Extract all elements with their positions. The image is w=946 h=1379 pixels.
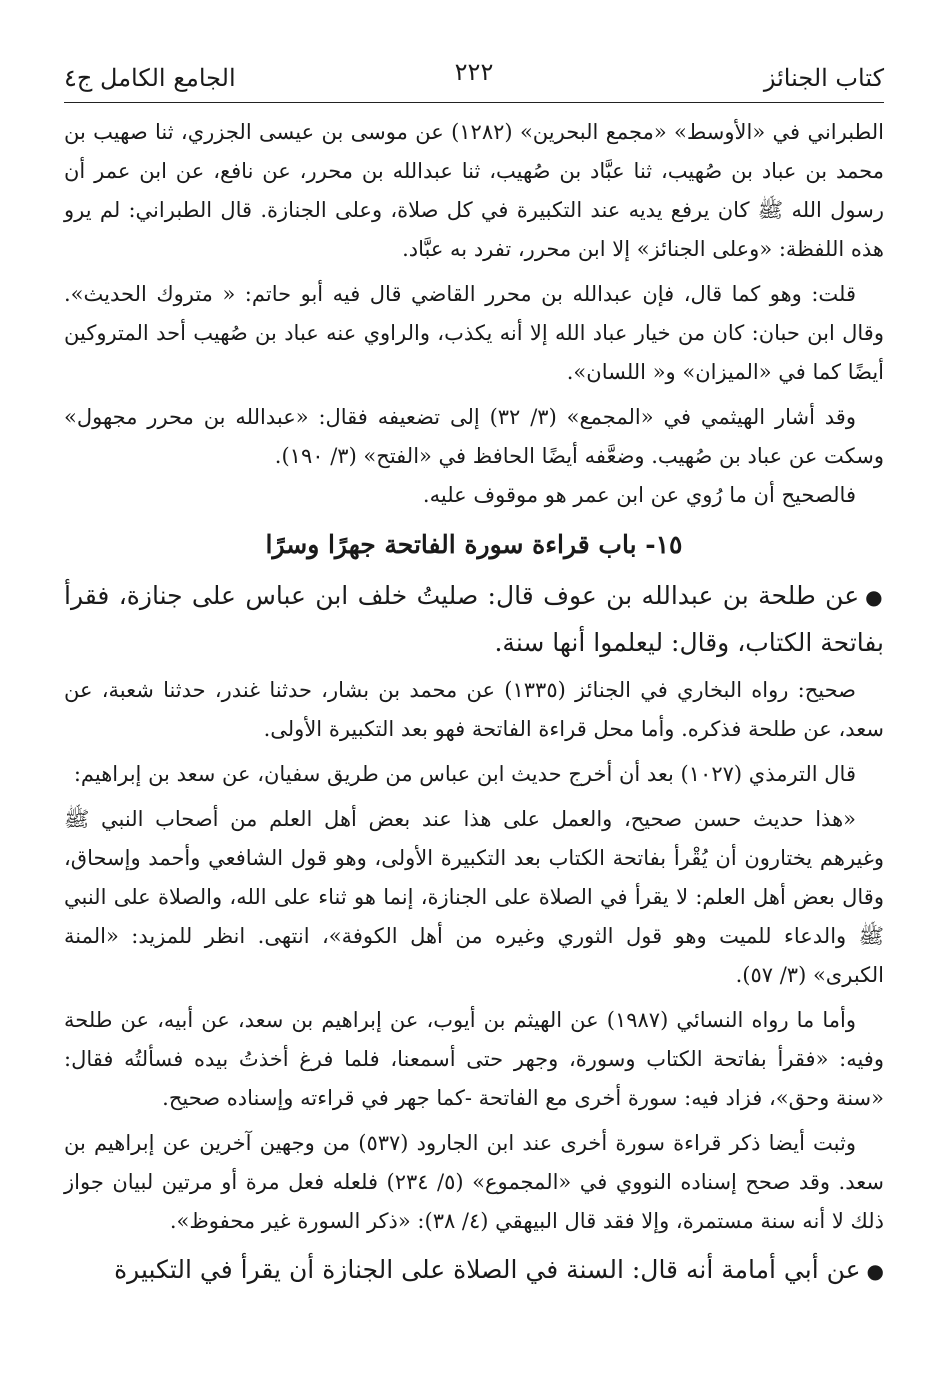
page-body bbox=[64, 103, 884, 1294]
paragraph-haythami: وقد أشار الهيثمي في «المجمع» (٣/ ٣٢) إلى تضعيفه فقال: «عبدالله بن محرر مجهول» وسكت عن عباد بن صُهيب. وضعَّفه أيضًا الحافظ في «الفتح» (٣/ ١٩٠). bbox=[64, 405, 884, 468]
paragraph-tirmidhi: قال الترمذي (١٠٢٧) بعد أن أخرج حديث ابن عباس من طريق سفيان، عن سعد بن إبراهيم: bbox=[73, 762, 856, 786]
paragraph-bukhari: صحيح: رواه البخاري في الجنائز (١٣٣٥) عن محمد بن بشار، حدثنا غندر، حدثنا شعبة، عن سعد، عن طلحة فذكره. وأما محل قراءة الفاتحة فهو بعد التكبيرة الأولى. bbox=[64, 678, 884, 741]
hadith-talha bbox=[64, 573, 884, 665]
hadith-text: عن طلحة بن عبدالله بن عوف قال: صليتُ خلف ابن عباس على جنازة، فقرأ بفاتحة الكتاب، وقال: ليعلموا أنها سنة. bbox=[64, 581, 884, 657]
book-title: الجامع الكامل ج٤ bbox=[64, 64, 236, 92]
paragraph-tabarani: الطبراني في «الأوسط» «مجمع البحرين» (١٢٨٢) عن موسى بن عيسى الجزري، ثنا صهيب بن محمد بن عباد بن صُهيب، ثنا عبَّاد بن صُهيب، ثنا عبدالله بن محرر، عن نافع، عن ابن عمر أن رسول الله ﷺ كان يرفع يديه عند التكبيرة في كل صلاة، وعلى الجنازة. قال الطبراني: لم يرو هذه اللفظة: «وعلى الجنائز» إلا ابن محرر، تفرد به عبَّاد. bbox=[64, 120, 885, 261]
paragraph-jarud: وثبت أيضا ذكر قراءة سورة أخرى عند ابن الجارود (٥٣٧) من وجهين آخرين عن إبراهيم بن سعد. وقد صحح إسناده النووي في «المجموع» (٥/ ٢٣٤) فلعله فعل مرة أو مرتين لبيان جواز ذلك لا أنه سنة مستمرة، وإلا فقد قال البيهقي (٤/ ٣٨): «ذكر السورة غير محفوظ». bbox=[64, 1131, 884, 1233]
page-number: ٢٢٢ bbox=[454, 58, 494, 86]
paragraph-tirmidhi-quote: «هذا حديث حسن صحيح، والعمل على هذا عند بعض أهل العلم من أصحاب النبي ﷺ وغيرهم يختارون أن يُقْرأ بفاتحة الكتاب بعد التكبيرة الأولى، وهو قول الشافعي وأحمد وإسحاق، وقال بعض أهل العلم: لا يقرأ في الصلاة على الجنازة، إنما هو ثناء على الله، والصلاة على النبي ﷺ والدعاء للميت وهو قول الثوري وغيره من أهل الكوفة»، انتهى. انظر للمزيد: «المنة الكبرى» (٣/ ٥٧). bbox=[64, 807, 884, 987]
chapter-title: كتاب الجنائز bbox=[763, 64, 884, 92]
bullet-icon: ● bbox=[865, 585, 884, 609]
paragraph-comment: قلت: وهو كما قال، فإن عبدالله بن محرر القاضي قال فيه أبو حاتم: « متروك الحديث». وقال ابن حبان: كان من خيار عباد الله إلا أنه يكذب، والراوي عنه عباد بن صُهيب أحد المتروكين أيضًا كما في «الميزان» و« اللسان». bbox=[64, 282, 884, 384]
section-title: ١٥- باب قراءة سورة الفاتحة جهرًا وسرًا bbox=[265, 530, 683, 559]
hadith-text: عن أبي أمامة أنه قال: السنة في الصلاة على الجنازة أن يقرأ في التكبيرة bbox=[114, 1255, 861, 1284]
bullet-icon: ● bbox=[866, 1259, 884, 1283]
hadith-abu-umama bbox=[64, 1247, 884, 1294]
paragraph-conclusion: فالصحيح أن ما رُوي عن ابن عمر هو موقوف عليه. bbox=[422, 483, 856, 507]
page-header bbox=[64, 58, 884, 103]
paragraph-nasai: وأما ما رواه النسائي (١٩٨٧) عن الهيثم بن أيوب، عن إبراهيم بن سعد، عن أبيه، عن طلحة وفيه: «فقرأ بفاتحة الكتاب وسورة، وجهر حتى أسمعنا، فلما فرغ أخذتُ بيده فسألتُه فقال: «سنة وحق»، فزاد فيه: سورة أخرى مع الفاتحة -كما جهر في قراءته وإسناده صحيح. bbox=[64, 1008, 884, 1110]
